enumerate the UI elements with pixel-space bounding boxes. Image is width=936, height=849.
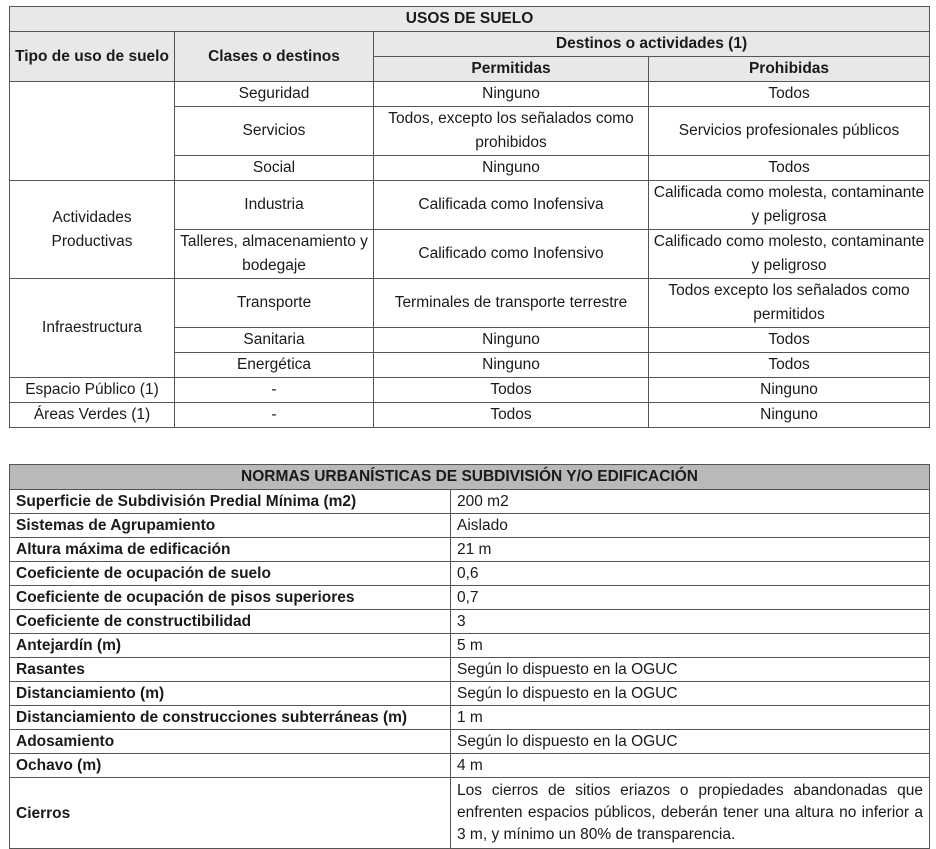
prohibidas-cell: Calificada como molesta, contaminante y peligrosa: [649, 181, 930, 230]
norma-value: 5 m: [451, 634, 930, 658]
tipo-cell: Actividades Productivas: [10, 181, 175, 279]
prohibidas-cell: Todos: [649, 156, 930, 181]
clase-cell: Energética: [175, 353, 374, 378]
clase-cell: Talleres, almacenamiento y bodegaje: [175, 230, 374, 279]
permitidas-cell: Todos: [374, 378, 649, 403]
norma-label: Ochavo (m): [10, 754, 451, 778]
permitidas-cell: Calificado como Inofensivo: [374, 230, 649, 279]
table-row: [10, 706, 930, 730]
norma-value: Aislado: [451, 514, 930, 538]
table-row: [10, 730, 930, 754]
prohibidas-cell: Servicios profesionales públicos: [649, 107, 930, 156]
table-row: [10, 682, 930, 706]
norma-value: 3: [451, 610, 930, 634]
table-row: [10, 181, 930, 230]
tipo-cell: [10, 82, 175, 181]
norma-label: Coeficiente de constructibilidad: [10, 610, 451, 634]
prohibidas-cell: Calificado como molesto, contaminante y peligroso: [649, 230, 930, 279]
norma-value: 21 m: [451, 538, 930, 562]
table-row: [10, 403, 930, 428]
usos-de-suelo-table: [9, 6, 930, 428]
clase-cell: Industria: [175, 181, 374, 230]
clase-cell: Social: [175, 156, 374, 181]
clase-cell: -: [175, 403, 374, 428]
permitidas-cell: Todos: [374, 403, 649, 428]
clase-cell: Sanitaria: [175, 328, 374, 353]
table-row: [10, 279, 930, 328]
prohibidas-cell: Todos excepto los señalados como permitidos: [649, 279, 930, 328]
norma-label: Superficie de Subdivisión Predial Mínima (m2): [10, 490, 451, 514]
prohibidas-cell: Todos: [649, 353, 930, 378]
norma-value: 4 m: [451, 754, 930, 778]
table-row: [10, 778, 930, 849]
norma-value: 0,7: [451, 586, 930, 610]
table-row: [10, 538, 930, 562]
permitidas-cell: Calificada como Inofensiva: [374, 181, 649, 230]
norma-label: Coeficiente de ocupación de pisos superiores: [10, 586, 451, 610]
table-row: [10, 514, 930, 538]
norma-label: Antejardín (m): [10, 634, 451, 658]
header-destinos: Destinos o actividades (1): [374, 32, 930, 57]
norma-value: Según lo dispuesto en la OGUC: [451, 682, 930, 706]
table-row: [10, 490, 930, 514]
table-row: [10, 610, 930, 634]
norma-label: Sistemas de Agrupamiento: [10, 514, 451, 538]
tipo-cell: Infraestructura: [10, 279, 175, 378]
permitidas-cell: Ninguno: [374, 353, 649, 378]
permitidas-cell: Todos, excepto los señalados como prohibidos: [374, 107, 649, 156]
normas-table-title: NORMAS URBANÍSTICAS DE SUBDIVISIÓN Y/O EDIFICACIÓN: [10, 465, 930, 490]
tipo-cell: Espacio Público (1): [10, 378, 175, 403]
norma-value: Según lo dispuesto en la OGUC: [451, 658, 930, 682]
norma-label: Distanciamiento (m): [10, 682, 451, 706]
table-row: [10, 562, 930, 586]
prohibidas-cell: Todos: [649, 82, 930, 107]
permitidas-cell: Ninguno: [374, 328, 649, 353]
clase-cell: -: [175, 378, 374, 403]
norma-value: 1 m: [451, 706, 930, 730]
norma-value: Según lo dispuesto en la OGUC: [451, 730, 930, 754]
norma-label: Rasantes: [10, 658, 451, 682]
header-prohibidas: Prohibidas: [649, 57, 930, 82]
prohibidas-cell: Ninguno: [649, 403, 930, 428]
permitidas-cell: Terminales de transporte terrestre: [374, 279, 649, 328]
prohibidas-cell: Ninguno: [649, 378, 930, 403]
table-row: [10, 586, 930, 610]
norma-label: Altura máxima de edificación: [10, 538, 451, 562]
table-row: [10, 82, 930, 107]
prohibidas-cell: Todos: [649, 328, 930, 353]
permitidas-cell: Ninguno: [374, 82, 649, 107]
table-row: [10, 754, 930, 778]
norma-label: Coeficiente de ocupación de suelo: [10, 562, 451, 586]
norma-value: 200 m2: [451, 490, 930, 514]
norma-value: Los cierros de sitios eriazos o propiedades abandonadas que enfrenten espacios públicos, deberán tener una altura no inferior a 3 m, y mínimo un 80% de transparencia.: [451, 778, 930, 849]
norma-value: 0,6: [451, 562, 930, 586]
norma-label: Adosamiento: [10, 730, 451, 754]
table-row: [10, 634, 930, 658]
clase-cell: Seguridad: [175, 82, 374, 107]
table-row: [10, 378, 930, 403]
clase-cell: Servicios: [175, 107, 374, 156]
header-permitidas: Permitidas: [374, 57, 649, 82]
tipo-cell: Áreas Verdes (1): [10, 403, 175, 428]
header-tipo: Tipo de uso de suelo: [10, 32, 175, 82]
table-row: [10, 658, 930, 682]
clase-cell: Transporte: [175, 279, 374, 328]
normas-urbanisticas-table: [9, 464, 930, 849]
norma-label: Cierros: [10, 778, 451, 849]
norma-label: Distanciamiento de construcciones subterráneas (m): [10, 706, 451, 730]
header-clases: Clases o destinos: [175, 32, 374, 82]
permitidas-cell: Ninguno: [374, 156, 649, 181]
usos-table-title: USOS DE SUELO: [10, 7, 930, 32]
